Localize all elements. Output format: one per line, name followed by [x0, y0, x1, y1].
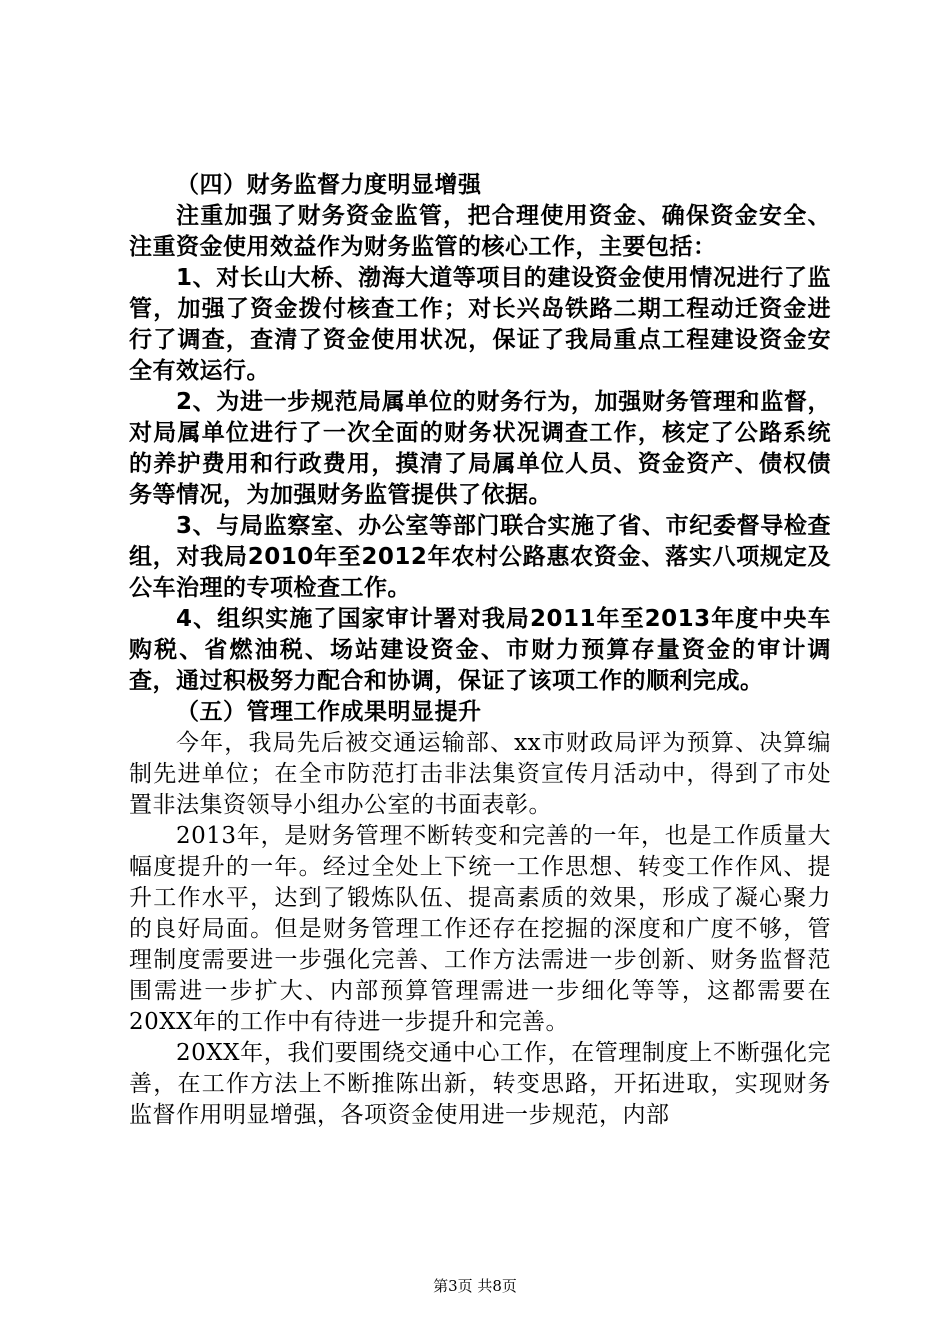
paragraph-item-3: 3、与局监察室、办公室等部门联合实施了省、市纪委督导检查组，对我局2010年至2012年农村公路惠农资金、落实八项规定及公车治理的专项检查工作。 [129, 513, 831, 601]
section-heading-4: （四）财务监督力度明显增强 [176, 172, 482, 198]
paragraph-intro: 注重加强了财务资金监管，把合理使用资金、确保资金安全、注重资金使用效益作为财务监管的核心工作，主要包括： [129, 203, 831, 260]
section-heading-5: （五）管理工作成果明显提升 [176, 699, 482, 725]
paragraph-awards: 今年，我局先后被交通运输部、xx市财政局评为预算、决算编制先进单位；在全市防范打击非法集资宣传月活动中，得到了市处置非法集资领导小组办公室的书面表彰。 [129, 730, 831, 818]
paragraph-plan-20xx: 20XX年，我们要围绕交通中心工作，在管理制度上不断强化完善，在工作方法上不断推陈出新，转变思路，开拓进取，实现财务监督作用明显增强，各项资金使用进一步规范，内部 [129, 1040, 831, 1128]
paragraph-item-4: 4、组织实施了国家审计署对我局2011年至2013年度中央车购税、省燃油税、场站建设资金、市财力预算存量资金的审计调查，通过积极努力配合和协调，保证了该项工作的顺利完成。 [129, 606, 831, 694]
paragraph-item-1: 1、对长山大桥、渤海大道等项目的建设资金使用情况进行了监管，加强了资金拨付核查工作；对长兴岛铁路二期工程动迁资金进行了调查，查清了资金使用状况，保证了我局重点工程建设资金安全有效运行。 [129, 265, 831, 384]
paragraph-summary-2013: 2013年，是财务管理不断转变和完善的一年，也是工作质量大幅度提升的一年。经过全处上下统一工作思想、转变工作作风、提升工作水平，达到了锻炼队伍、提高素质的效果，形成了凝心聚力的良好局面。但是财务管理工作还存在挖掘的深度和广度不够，管理制度需要进一步强化完善、工作方法需进一步创新、财务监督范围需进一步扩大、内部预算管理需进一步细化等等，这都需要在20XX年的工作中有待进一步提升和完善。 [129, 823, 831, 1035]
page-footer: 第3页 共8页 [433, 1277, 517, 1295]
paragraph-item-2: 2、为进一步规范局属单位的财务行为，加强财务管理和监督，对局属单位进行了一次全面的财务状况调查工作，核定了公路系统的养护费用和行政费用，摸清了局属单位人员、资金资产、债权债务等情况，为加强财务监管提供了依据。 [129, 389, 831, 508]
document-body [129, 170, 831, 1131]
